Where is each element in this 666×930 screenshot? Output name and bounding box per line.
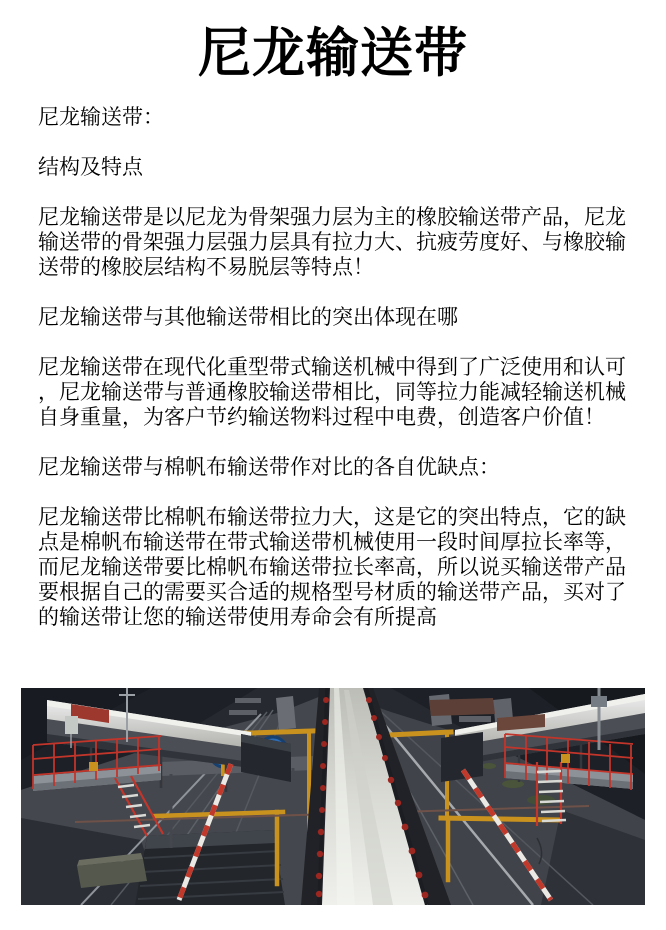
section-heading-comparison: 尼龙输送带与其他输送带相比的突出体现在哪 [38,306,458,329]
conveyor-photo [21,688,645,905]
paragraph-advantages: 尼龙输送带在现代化重型带式输送机械中得到了广泛使用和认可，尼龙输送带与普通橡胶输送带相比，同等拉力能减轻输送机械自身重量，为客户节约输送物料过程中电费，创造客户价值！ [38,356,626,429]
flatcar [429,698,495,716]
paragraph-cotton-comparison: 尼龙输送带比棉帆布输送带拉力大，这是它的突出特点，它的缺点是棉帆布输送带在带式输送带机械使用一段时间厚拉长率等，而尼龙输送带要比棉帆布输送带拉长率高，所以说买输送带产品要根据自己的需要买合适的规格型号材质的输送带产品，买对了的输送带让您的输送带使用寿命会有所提高 [38,506,626,629]
intro-label: 尼龙输送带： [38,106,164,129]
conveyor-photo-canvas [21,688,645,905]
hopper-machine [135,830,285,905]
section-heading-cotton-comparison: 尼龙输送带与棉帆布输送带作对比的各自优缺点： [38,456,500,479]
section-heading-structure: 结构及特点 [38,156,143,179]
article-body [38,105,626,630]
paragraph-structure-features: 尼龙输送带是以尼龙为骨架强力层为主的橡胶输送带产品，尼龙输送带的骨架强力层强力层具有拉力大、抗疲劳度好、与橡胶输送带的橡胶层结构不易脱层等特点！ [38,206,626,279]
page-title: 尼龙输送带 [198,24,468,83]
